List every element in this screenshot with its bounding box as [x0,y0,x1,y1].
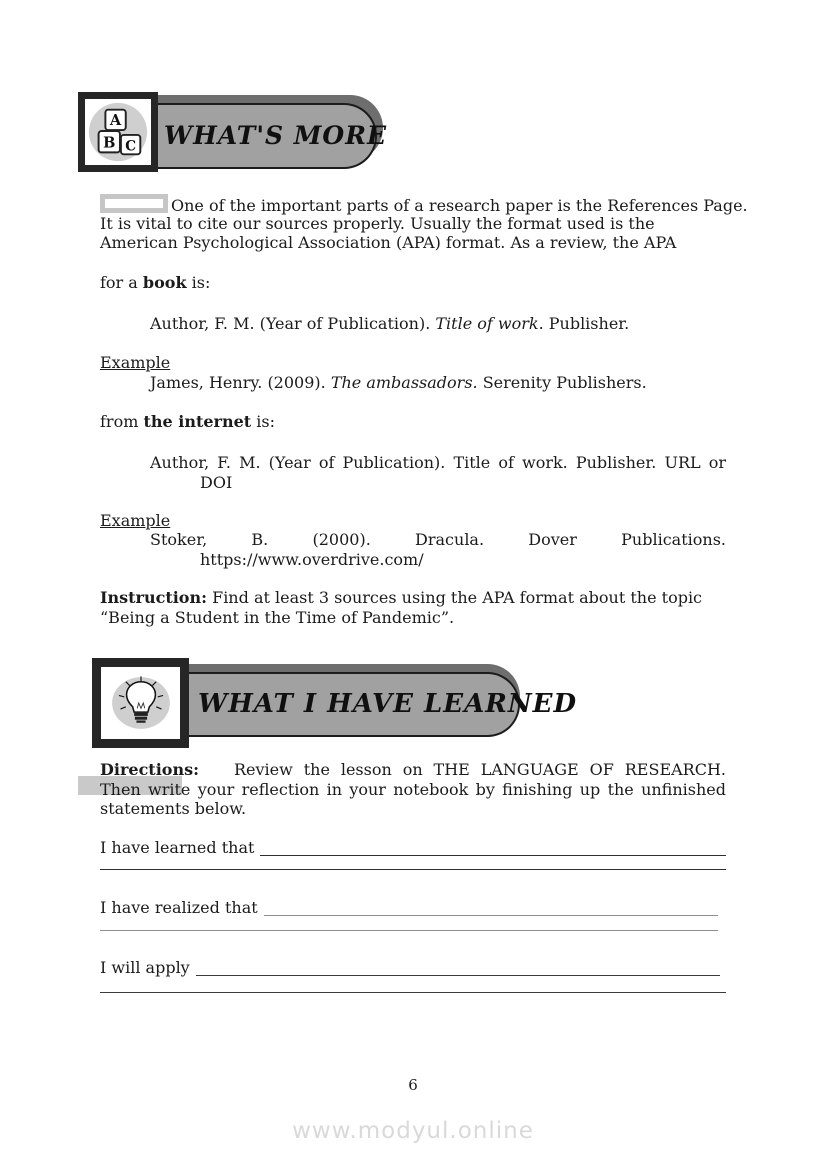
svg-text:A: A [109,112,122,130]
statement-apply: I will apply [100,958,720,978]
blank-indent-box [100,194,168,213]
intro-line-2: It is vital to cite our sources properly. Usually the format used is the [100,213,655,233]
internet-citation-line-2: DOI [200,472,233,492]
internet-example-line-2: https://www.overdrive.com/ [200,549,424,569]
intro-line-3: American Psychological Association (APA) format. As a review, the APA [100,233,677,252]
directions-line-1: Directions: Review the lesson on THE LANGUAGE OF RESEARCH. [100,760,726,779]
lightbulb-icon [92,658,189,748]
statement-realized: I have realized that [100,898,718,918]
svg-text:C: C [125,138,137,155]
intro-line-1: One of the important parts of a research paper is the References Page. [100,194,726,216]
realized-write-line-2 [100,930,718,931]
statement-learned: I have learned that [100,838,726,858]
book-citation-format: Author, F. M. (Year of Publication). Title of work. Publisher. [150,314,630,333]
whats-more-title: WHAT'S MORE [164,121,388,150]
svg-text:B: B [103,134,116,152]
directions-line-3: statements below. [100,799,247,818]
abc-blocks-icon [78,92,158,172]
internet-example-line-1: Stoker, B. (2000). Dracula. Dover Publications. [150,530,726,549]
instruction-line-2: “Being a Student in the Time of Pandemic”. [100,607,455,627]
realized-write-line [264,898,718,916]
apply-write-line-2 [100,992,726,993]
directions-line-2: Then write your reflection in your notebook by finishing up the unfinished [100,779,726,799]
learned-title: WHAT I HAVE LEARNED [198,689,578,719]
example-label-1: Example [100,353,171,372]
instruction-line-1: Instruction: Find at least 3 sources using the APA format about the topic [100,588,703,607]
book-lead: for a book is: [100,273,211,292]
internet-lead: from the internet is: [100,412,275,431]
abc-blocks-icon-svg [86,100,150,164]
learned-write-line [260,838,726,856]
watermark: www.modyul.online [292,1118,534,1144]
book-example: James, Henry. (2009). The ambassadors. Serenity Publishers. [150,372,647,392]
learned-write-line-2 [100,869,726,870]
lightbulb-icon-svg [103,668,179,738]
internet-citation-line-1: Author, F. M. (Year of Publication). Title of work. Publisher. URL or [150,453,726,472]
page-number: 6 [408,1076,418,1094]
example-label-2: Example [100,511,171,530]
apply-write-line [196,958,720,976]
